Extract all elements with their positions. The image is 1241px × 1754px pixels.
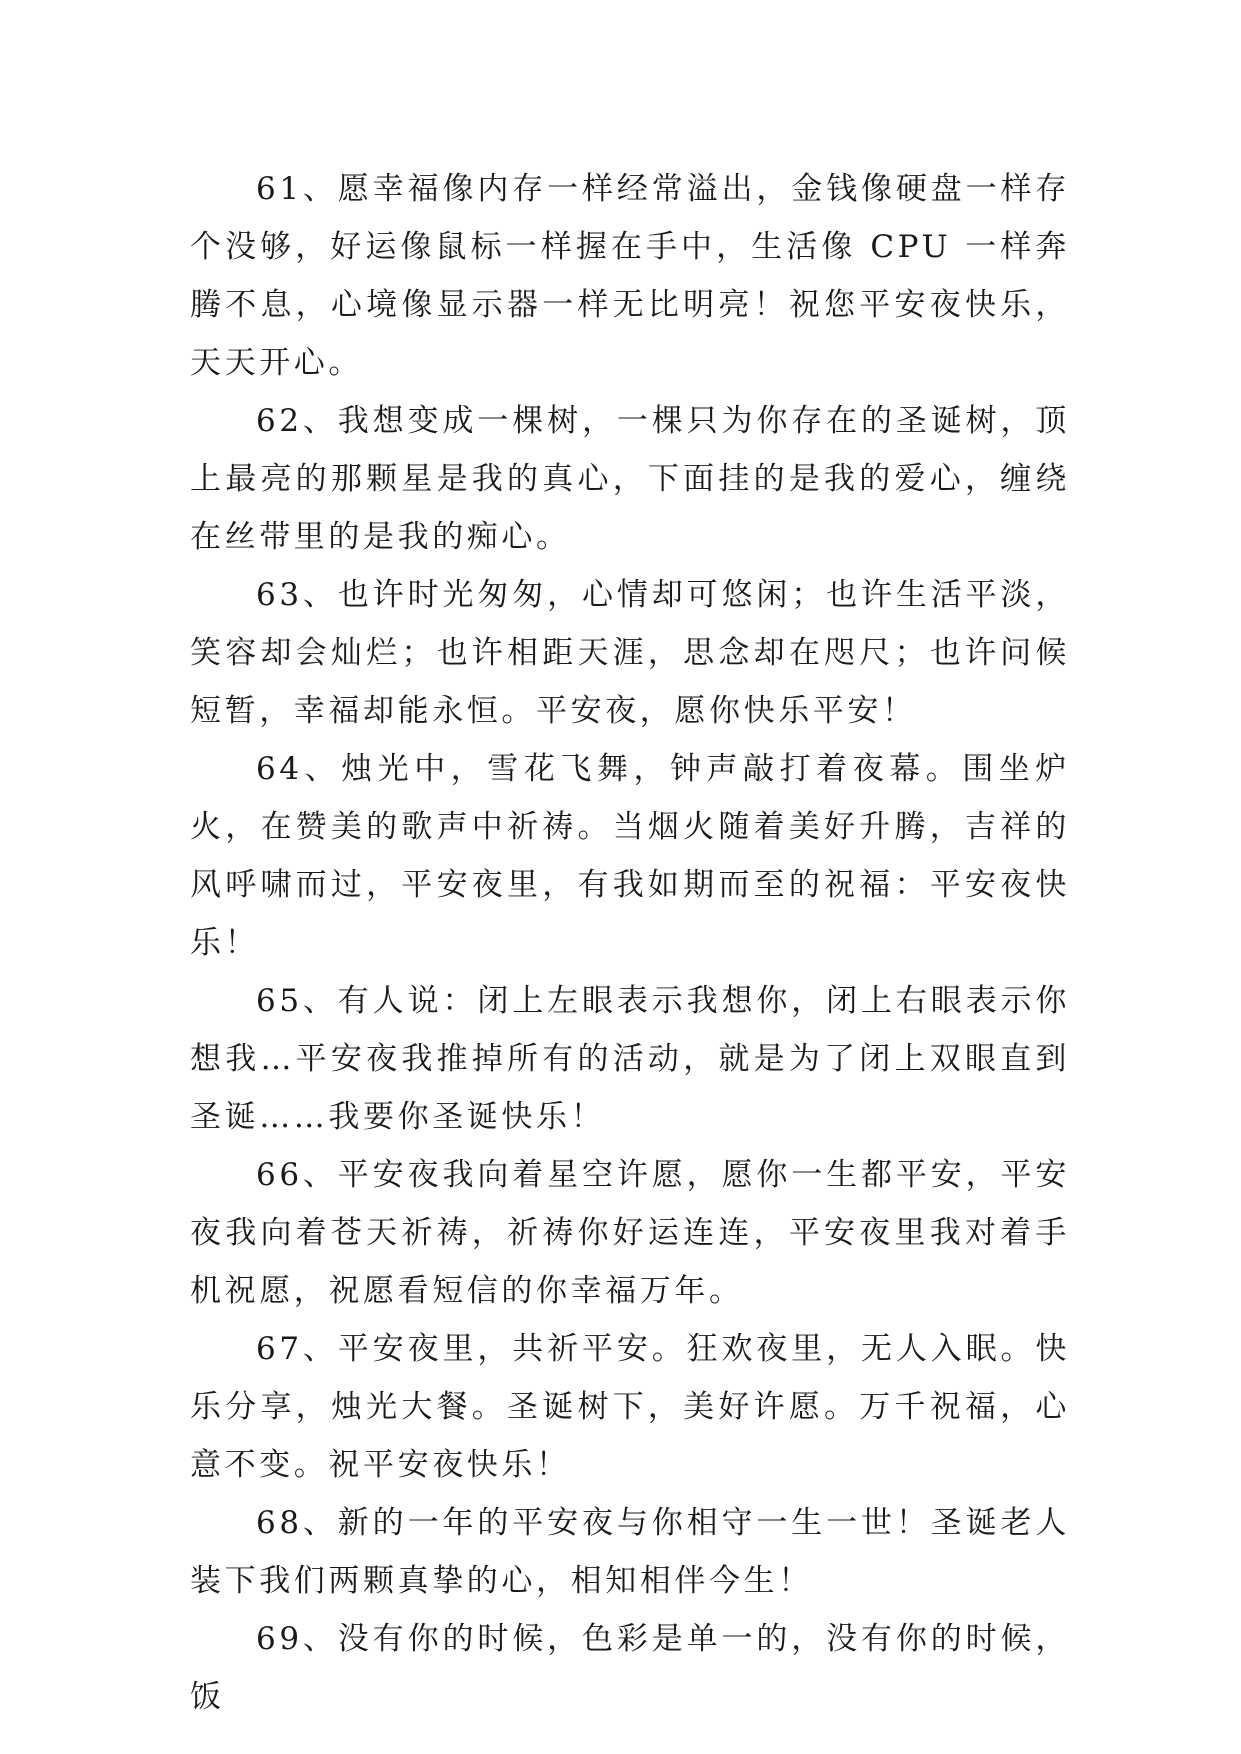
- paragraph-63: 63、也许时光匆匆，心情却可悠闲；也许生活平淡，笑容却会灿烂；也许相距天涯，思念却在咫尺；也许问候短暂，幸福却能永恒。平安夜，愿你快乐平安！: [190, 577, 1070, 729]
- paragraph-67: 67、平安夜里，共祈平安。狂欢夜里，无人入眠。快乐分享，烛光大餐。圣诞树下，美好许愿。万千祝福，心意不变。祝平安夜快乐！: [190, 1331, 1070, 1483]
- paragraph-61: 61、愿幸福像内存一样经常溢出，金钱像硬盘一样存个没够，好运像鼠标一样握在手中，生活像 CPU 一样奔腾不息，心境像显示器一样无比明亮！祝您平安夜快乐，天天开心。: [190, 171, 1070, 381]
- document-body: [190, 160, 1070, 1726]
- paragraph-64: 64、烛光中，雪花飞舞，钟声敲打着夜幕。围坐炉火，在赞美的歌声中祈祷。当烟火随着美好升腾，吉祥的风呼啸而过，平安夜里，有我如期而至的祝福：平安夜快乐！: [190, 751, 1070, 961]
- paragraph-66: 66、平安夜我向着星空许愿，愿你一生都平安，平安夜我向着苍天祈祷，祈祷你好运连连，平安夜里我对着手机祝愿，祝愿看短信的你幸福万年。: [190, 1157, 1070, 1309]
- paragraph-62: 62、我想变成一棵树，一棵只为你存在的圣诞树，顶上最亮的那颗星是我的真心，下面挂的是我的爱心，缠绕在丝带里的是我的痴心。: [190, 403, 1070, 555]
- paragraph-65: 65、有人说：闭上左眼表示我想你，闭上右眼表示你想我…平安夜我推掉所有的活动，就是为了闭上双眼直到圣诞……我要你圣诞快乐！: [190, 983, 1070, 1135]
- paragraph-69: 69、没有你的时候，色彩是单一的，没有你的时候，饭: [190, 1621, 1070, 1715]
- paragraph-68: 68、新的一年的平安夜与你相守一生一世！圣诞老人装下我们两颗真挚的心，相知相伴今生！: [190, 1505, 1070, 1599]
